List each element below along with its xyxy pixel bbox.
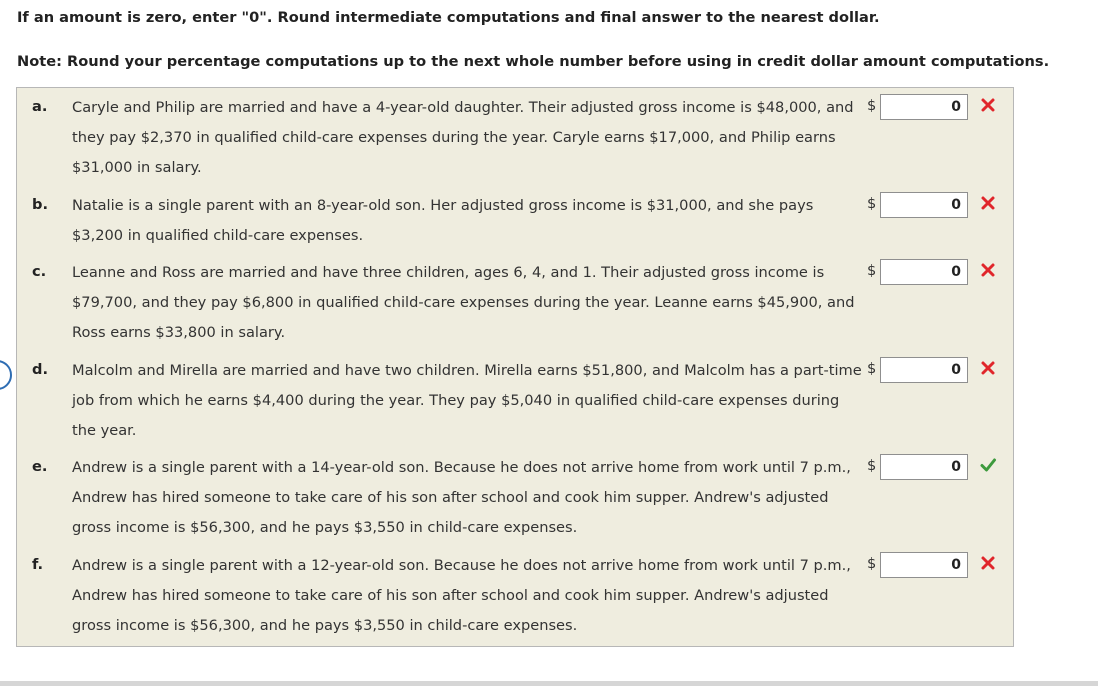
item-letter: c.: [32, 263, 47, 280]
item-letter: e.: [32, 458, 48, 475]
item-letter: d.: [32, 361, 48, 378]
item-text: Leanne and Ross are married and have three children, ages 6, 4, and 1. Their adjusted gross income is $79,700, and they pay $6,800 in qualified child-care expenses during the year. Leanne earns $45,900, and Ross earns $33,800 in salary.: [72, 264, 855, 341]
dollar-sign: $: [867, 360, 877, 377]
focus-indicator: [0, 360, 12, 390]
answer-input-b[interactable]: [880, 192, 968, 218]
item-letter: f.: [32, 556, 44, 573]
dollar-sign: $: [867, 457, 877, 474]
item-letter: b.: [32, 196, 48, 213]
item-letter: a.: [32, 98, 48, 115]
instruction-line-1: If an amount is zero, enter "0". Round intermediate computations and final answer to the nearest dollar.: [17, 9, 880, 26]
dollar-sign: $: [867, 195, 877, 212]
x-icon: [979, 194, 997, 212]
answer-input-f[interactable]: [880, 552, 968, 578]
item-text: Malcolm and Mirella are married and have two children. Mirella earns $51,800, and Malcolm has a part-time job from which he earns $4,400 during the year. They pay $5,040 in qualified child-care expenses during the year.: [72, 362, 862, 439]
dollar-sign: $: [867, 555, 877, 572]
x-icon: [979, 261, 997, 279]
answer-input-e[interactable]: [880, 454, 968, 480]
dollar-sign: $: [867, 262, 877, 279]
item-text: Caryle and Philip are married and have a 4-year-old daughter. Their adjusted gross income is $48,000, and they pay $2,370 in qualified child-care expenses during the year. Caryle earns $17,000, and Philip earns $31,000 in salary.: [72, 99, 854, 176]
x-icon: [979, 96, 997, 114]
answer-input-a[interactable]: [880, 94, 968, 120]
item-text: Andrew is a single parent with a 12-year-old son. Because he does not arrive home from work until 7 p.m., Andrew has hired someone to take care of his son after school and cook him supper. Andrew's adjusted gross income is $56,300, and he pays $3,550 in child-care expenses.: [72, 557, 851, 634]
answer-input-c[interactable]: [880, 259, 968, 285]
answer-input-d[interactable]: [880, 357, 968, 383]
instruction-note: Note: Round your percentage computations up to the next whole number before using in credit dollar amount computations.: [17, 53, 1050, 70]
item-text: Natalie is a single parent with an 8-year-old son. Her adjusted gross income is $31,000, and she pays $3,200 in qualified child-care expenses.: [72, 197, 814, 244]
horizontal-scrollbar[interactable]: [0, 681, 1098, 686]
check-icon: [979, 456, 997, 474]
dollar-sign: $: [867, 97, 877, 114]
question-panel: [16, 87, 1014, 647]
item-text: Andrew is a single parent with a 14-year-old son. Because he does not arrive home from work until 7 p.m., Andrew has hired someone to take care of his son after school and cook him supper. Andrew's adjusted gross income is $56,300, and he pays $3,550 in child-care expenses.: [72, 459, 851, 536]
x-icon: [979, 554, 997, 572]
x-icon: [979, 359, 997, 377]
